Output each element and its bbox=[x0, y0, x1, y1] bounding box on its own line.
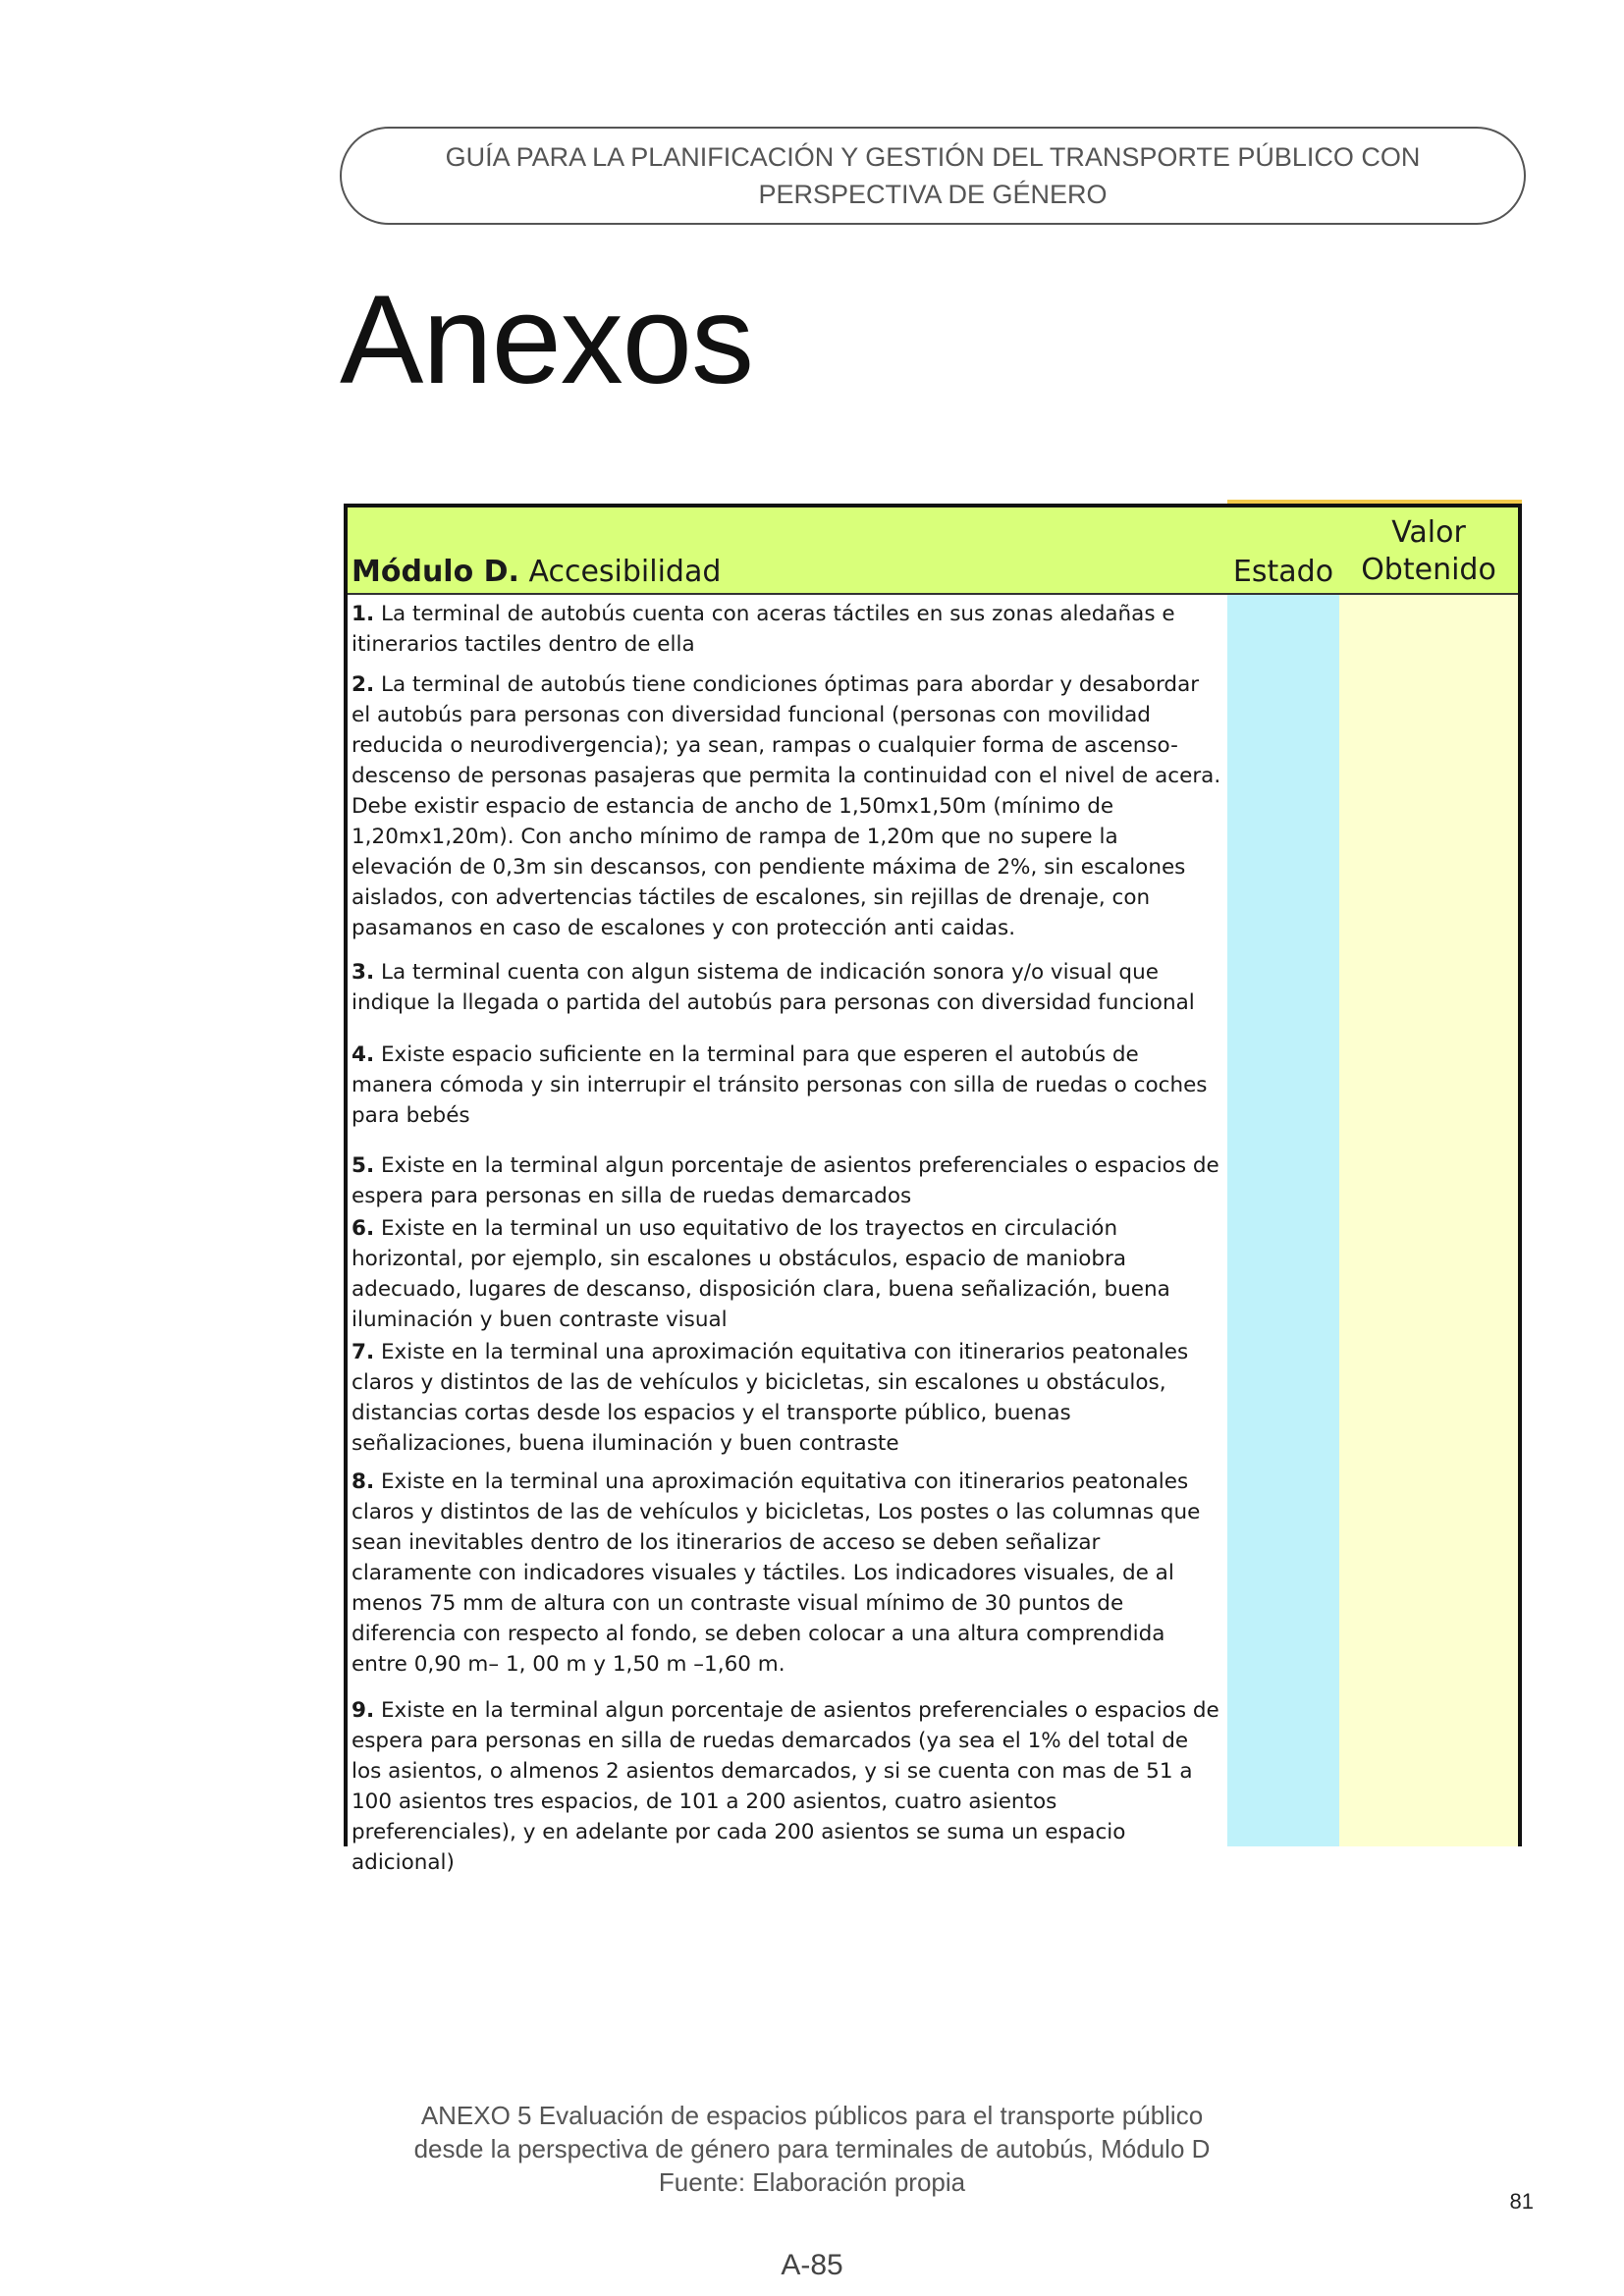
criterion-text: La terminal de autobús cuenta con aceras táctiles en sus zonas aledañas e itinerarios tactiles dentro de ella bbox=[352, 602, 1175, 657]
module-heading-rest: Accesibilidad bbox=[518, 555, 722, 589]
header-line-2: PERSPECTIVA DE GÉNERO bbox=[758, 180, 1108, 209]
caption-line-2: desde la perspectiva de género para terminales de autobús, Módulo D bbox=[413, 2134, 1211, 2163]
figure-caption bbox=[0, 2099, 1624, 2199]
valor-header-line-1: Valor bbox=[1391, 515, 1466, 550]
criterion-text: Existe espacio suficiente en la terminal para que esperen el autobús de manera cómoda y sin interrupir el tránsito personas con silla de ruedas o coches para bebés bbox=[352, 1042, 1208, 1128]
criterion-item bbox=[352, 1040, 1221, 1131]
criteria-list bbox=[352, 599, 1221, 1878]
criterion-text: Existe en la terminal una aproximación equitativa con itinerarios peatonales claros y distintos de las de vehículos y bicicletas, sin escalones u obstáculos, distancias cortas desde los espacios y el transporte público, buenas señalizaciones, buena iluminación y buen contraste bbox=[352, 1340, 1189, 1456]
criterion-item bbox=[352, 1467, 1221, 1680]
table-top-accent bbox=[1227, 500, 1522, 504]
criterion-text: Existe en la terminal una aproximación equitativa con itinerarios peatonales claros y distintos de las de vehículos y bicicletas, Los postes o las columnas que sean inevitables dentro de los itinerarios de acceso se deben señalizar claramente con indicadores visuales y táctiles. Los indicadores visuales, de al menos 75 mm de altura con un contraste visual mínimo de 30 puntos de diferencia con respecto al fondo, se deben colocar a una altura comprendida entre 0,90 m– 1, 00 m y 1,50 m –1,60 m. bbox=[352, 1469, 1201, 1677]
caption-line-1: ANEXO 5 Evaluación de espacios públicos para el transporte público bbox=[420, 2101, 1204, 2130]
criterion-number: 7. bbox=[352, 1340, 375, 1364]
criterion-text: Existe en la terminal algun porcentaje de asientos preferenciales o espacios de espera para personas en silla de ruedas demarcados (ya sea el 1% del total de los asientos, o almenos 2 asientos demarcados, y si se cuenta con mas de 51 a 100 asientos tres espacios, de 101 a 200 asientos, cuatro asientos preferenciales), y en adelante por cada 200 asientos se suma un espacio adicional) bbox=[352, 1698, 1219, 1875]
criterion-number: 3. bbox=[352, 960, 375, 985]
criterion-number: 1. bbox=[352, 602, 375, 626]
criterion-item bbox=[352, 1213, 1221, 1335]
estado-column-cells[interactable] bbox=[1227, 595, 1339, 1846]
criterion-text: La terminal cuenta con algun sistema de indicación sonora y/o visual que indique la llegada o partida del autobús para personas con diversidad funcional bbox=[352, 960, 1195, 1015]
criterion-item bbox=[352, 669, 1221, 943]
module-heading-bold: Módulo D. bbox=[352, 555, 519, 589]
header-line-1: GUÍA PARA LA PLANIFICACIÓN Y GESTIÓN DEL TRANSPORTE PÚBLICO CON bbox=[445, 142, 1421, 172]
criterion-number: 6. bbox=[352, 1216, 375, 1241]
caption-line-3: Fuente: Elaboración propia bbox=[658, 2167, 966, 2197]
criterion-item bbox=[352, 1150, 1221, 1211]
valor-obtenido-column-header bbox=[1339, 514, 1518, 589]
table-header-row bbox=[348, 507, 1518, 595]
criterion-number: 2. bbox=[352, 672, 375, 697]
page-title: Anexos bbox=[340, 270, 753, 410]
criterion-item bbox=[352, 1337, 1221, 1459]
criterion-text: Existe en la terminal algun porcentaje de asientos preferenciales o espacios de espera para personas en silla de ruedas demarcados bbox=[352, 1153, 1219, 1208]
document-header bbox=[340, 127, 1526, 225]
page-number: 81 bbox=[1509, 2189, 1534, 2214]
criterion-number: 8. bbox=[352, 1469, 375, 1494]
criterion-number: 9. bbox=[352, 1698, 375, 1723]
annex-page-number: A-85 bbox=[781, 2249, 843, 2281]
criterion-item bbox=[352, 599, 1221, 660]
valor-header-line-2: Obtenido bbox=[1361, 553, 1496, 587]
criterion-item bbox=[352, 1695, 1221, 1878]
criterion-number: 5. bbox=[352, 1153, 375, 1178]
criterion-text: Existe en la terminal un uso equitativo de los trayectos en circulación horizontal, por ejemplo, sin escalones u obstáculos, espacio de maniobra adecuado, lugares de descanso, disposición clara, buena señalización, buena iluminación y buen contraste visual bbox=[352, 1216, 1170, 1332]
criterion-item bbox=[352, 957, 1221, 1018]
evaluation-table bbox=[344, 504, 1522, 1875]
estado-column-header: Estado bbox=[1232, 555, 1334, 589]
module-heading bbox=[352, 555, 721, 589]
criterion-text: La terminal de autobús tiene condiciones óptimas para abordar y desabordar el autobús para personas con diversidad funcional (personas con movilidad reducida o neurodivergencia); ya sean, rampas o cualquier forma de ascenso-descenso de personas pasajeras que permita la continuidad con el nivel de acera. Debe existir espacio de estancia de ancho de 1,50mx1,50m (mínimo de 1,20mx1,20m). Con ancho mínimo de rampa de 1,20m que no supere la elevación de 0,3m sin descansos, con pendiente máxima de 2%, sin escalones aislados, con advertencias táctiles de escalones, sin rejillas de drenaje, con pasamanos en caso de escalones y con protección anti caidas. bbox=[352, 672, 1221, 940]
criterion-number: 4. bbox=[352, 1042, 375, 1067]
valor-obtenido-column-cells[interactable] bbox=[1339, 595, 1518, 1846]
